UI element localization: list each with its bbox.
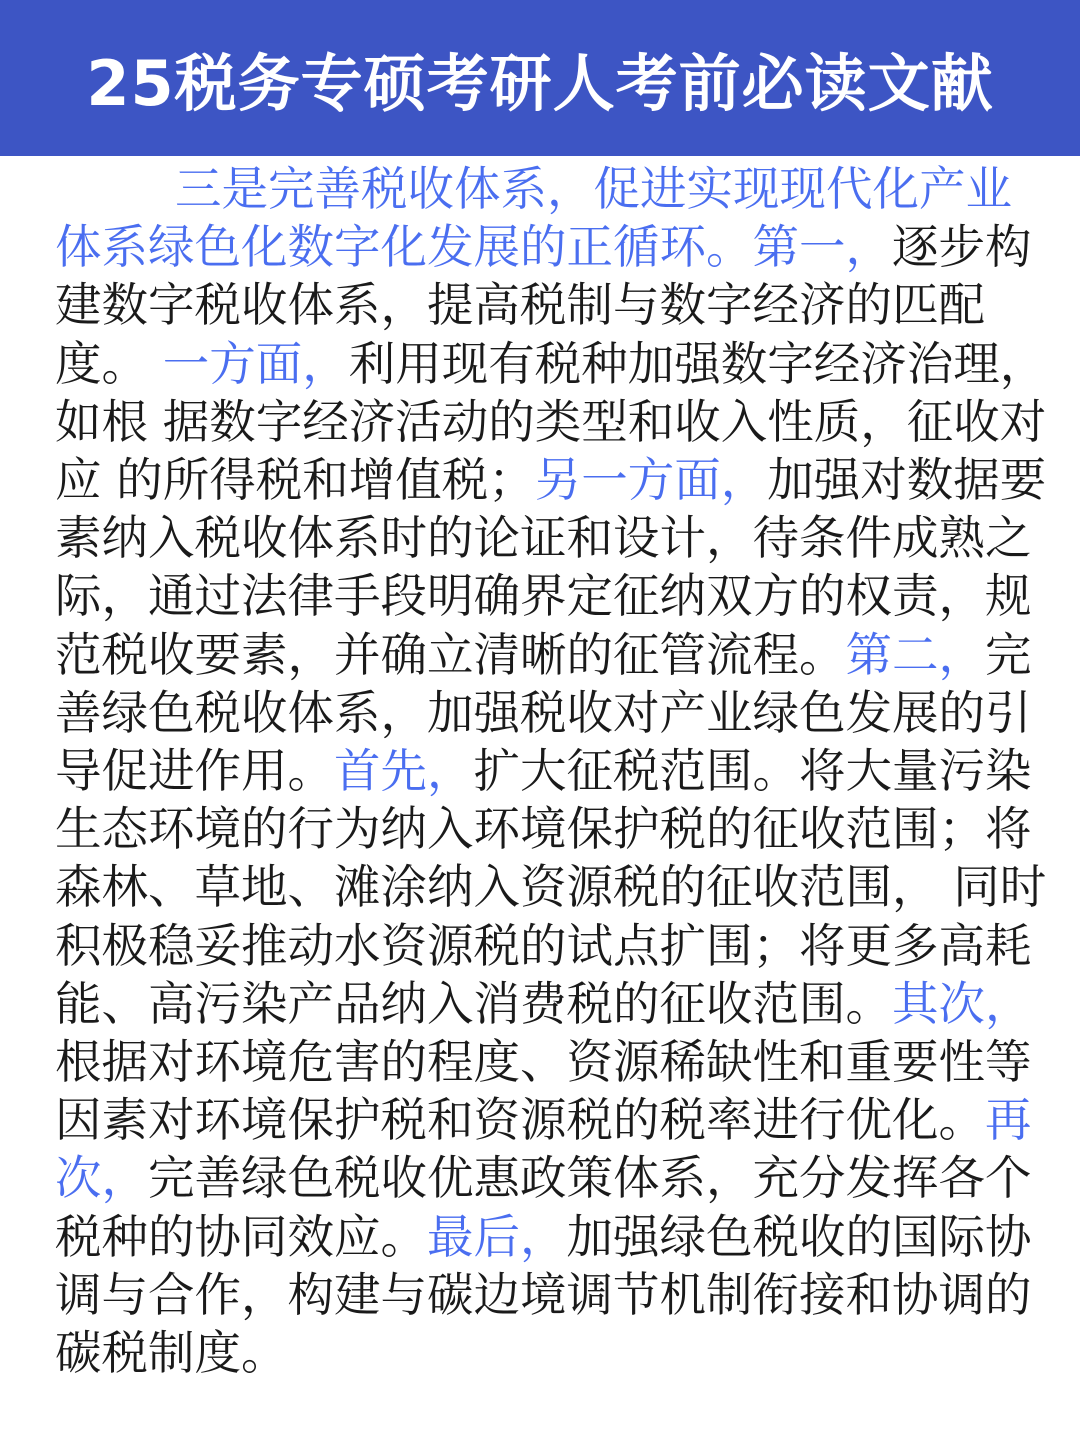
- firstly-marker: 首先，: [334, 744, 474, 799]
- page-title: 25税务专硕考研人考前必读文献: [86, 46, 994, 120]
- title-banner: [0, 0, 1080, 156]
- first-point-marker: 第一，: [752, 220, 892, 275]
- first-point-text: 逐步构建数字税收体系，提高税制与数字经济的匹配度。: [55, 220, 1032, 391]
- one-side-marker: 一方面，: [162, 336, 349, 391]
- thirdly-text: 完善绿色税收优惠政策体系，充分发挥各个税种的协同效应。: [55, 1151, 1032, 1264]
- finally-text: 加强绿色税收的国际协调与合作，构建与碳边境调节机制衔接和协调的碳税制度。: [55, 1209, 1032, 1381]
- second-point-marker: 第二，: [845, 627, 985, 682]
- second-point-text: 完善绿色税收体系，加强税收对产业绿色发展的引导促进作用。: [55, 627, 1032, 799]
- other-side-text: 加强对数据要素纳入税收体系时的论证和设计，待条件成熟之际，通过法律手段明确界定征纳双方的权责，规范税收要素，并确立清晰的征管流程。: [55, 453, 1047, 682]
- other-side-marker: 另一方面，: [534, 453, 768, 508]
- secondly-text: 根据对环境危害的程度、资源稀缺性和重要性等 因素对环境保护税和资源税的税率进行优化。: [55, 1035, 1032, 1148]
- thirdly-marker: 再次，: [55, 1093, 1032, 1206]
- article-paragraph: [55, 160, 1055, 1382]
- one-side-text: 利用现有税种加强数字经济治理，如根 据数字经济活动的类型和收入性质，征收对应 的所得税和增值税；: [55, 336, 1047, 508]
- firstly-text: 扩大征税范围。将大量污染 生态环境的行为纳入环境保护税的征收范围；将森林、草地、滩涂纳入资源税的征收范围， 同时积极稳妥推动水资源税的试点扩围；将更多高耗能、高污染产品纳入消费税的征收范围。: [55, 744, 1047, 1031]
- secondly-marker: 其次，: [892, 976, 1032, 1031]
- finally-marker: 最后，: [427, 1209, 567, 1264]
- section-intro: 三是完善税收体系，促进实现现代化产业体系绿色化数字化发展的正循环。: [55, 162, 1012, 275]
